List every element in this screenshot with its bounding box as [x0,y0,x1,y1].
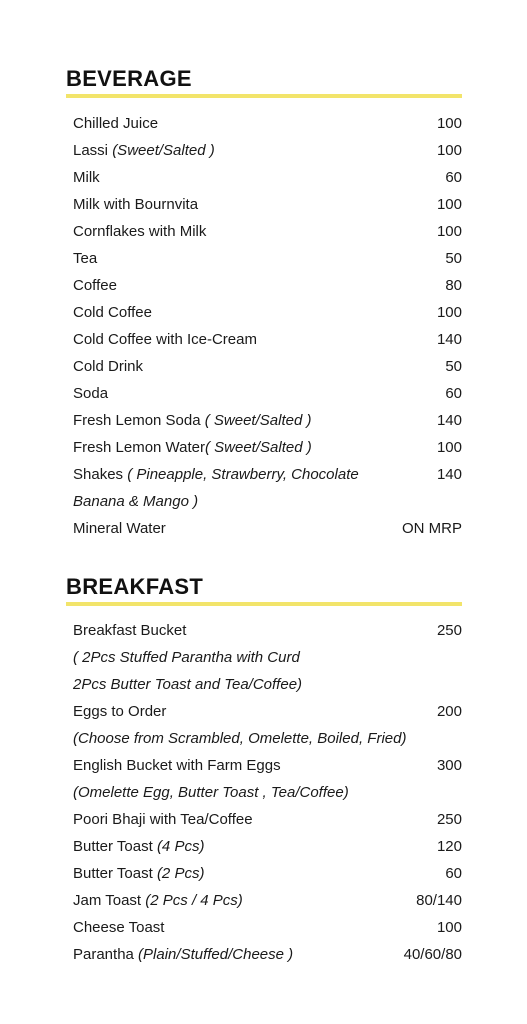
menu-item-name: Milk [73,169,100,186]
menu-item-price: 100 [436,142,462,159]
menu-item-label [73,326,257,353]
beverage-section [66,66,462,98]
menu-item [73,860,462,887]
menu-item [73,698,462,725]
menu-item-name: Jam Toast [73,892,146,909]
menu-item-note: Banana & Mango ) [73,493,199,510]
menu-item [73,887,462,914]
menu-item [73,191,462,218]
menu-item-name: Parantha [73,946,139,963]
menu-item-name: Tea [73,250,98,267]
menu-item [73,461,462,488]
menu-item-price: 100 [436,115,462,132]
menu-item-note: (2 Pcs) [156,865,205,882]
menu-item-name: Soda [73,385,109,402]
menu-item-description [73,644,462,671]
menu-item-label [73,380,108,407]
menu-item-name: Poori Bhaji with Tea/Coffee [73,811,253,828]
menu-rows [73,110,462,542]
menu-item-note: ( Sweet/Salted ) [204,412,312,429]
menu-item-label [73,644,300,671]
menu-item [73,218,462,245]
breakfast-list [66,617,462,973]
menu-item-label [73,779,349,806]
menu-item-label [73,698,166,725]
menu-item [73,245,462,272]
menu-item-label [73,299,152,326]
menu-item-name: English Bucket with Farm Eggs [73,757,281,774]
menu-item [73,326,462,353]
menu-item-label [73,941,293,968]
menu-item-label [73,137,215,164]
menu-item-label [73,191,198,218]
menu-item-price: 100 [436,304,462,321]
menu-item-note: (Omelette Egg, Butter Toast , Tea/Coffee) [73,784,349,801]
beverage-list [66,110,462,545]
menu-item-price: 100 [436,439,462,456]
menu-item-price: 200 [436,703,462,720]
menu-item-note: (Plain/Stuffed/Cheese ) [138,946,294,963]
menu-item-name: Butter Toast [73,838,157,855]
menu-item-label [73,806,253,833]
menu-item-label [73,434,312,461]
menu-item-label [73,887,243,914]
menu-item-price: 60 [445,865,462,882]
menu-item-note: ( 2Pcs Stuffed Parantha with Curd [73,649,300,666]
menu-item [73,137,462,164]
menu-item [73,434,462,461]
menu-item-label [73,353,143,380]
menu-item-label [73,725,406,752]
section-divider [66,94,462,98]
menu-item-price: ON MRP [402,520,462,537]
menu-item-name: Cold Coffee [73,304,152,321]
menu-item [73,299,462,326]
menu-item-price: 50 [445,358,462,375]
menu-item-description [73,725,462,752]
menu-item-name: Chilled Juice [73,115,159,132]
menu-item [73,380,462,407]
menu-item-price: 140 [436,412,462,429]
menu-rows [73,617,462,968]
menu-item-price: 100 [436,196,462,213]
menu-item-label [73,461,359,488]
menu-item-name: Cornflakes with Milk [73,223,207,240]
menu-item-price: 100 [436,223,462,240]
menu-item [73,110,462,137]
menu-item [73,515,462,542]
menu-item-name: Mineral Water [73,520,166,537]
menu-item-price: 80 [445,277,462,294]
menu-item-name: Butter Toast [73,865,157,882]
menu-item-note: ( Pineapple, Strawberry, Chocolate [127,466,359,483]
menu-item-price: 60 [445,385,462,402]
menu-item-label [73,272,117,299]
breakfast-section [66,574,462,606]
section-title: BREAKFAST [66,574,204,599]
menu-item-label [73,218,206,245]
section-divider [66,602,462,606]
menu-item-label [73,245,97,272]
menu-item-price: 300 [436,757,462,774]
menu-item [73,941,462,968]
menu-item-label [73,164,100,191]
menu-item-label [73,833,204,860]
menu-item [73,752,462,779]
menu-item [73,806,462,833]
menu-item-note: (4 Pcs) [156,838,205,855]
menu-item-label [73,860,204,887]
menu-item-name: Lassi [73,142,113,159]
menu-item-name: Fresh Lemon Soda [73,412,205,429]
menu-item-label [73,407,311,434]
section-title: BEVERAGE [66,66,192,91]
menu-item-name: Cold Drink [73,358,144,375]
menu-item [73,617,462,644]
menu-item [73,833,462,860]
menu-item-price: 60 [445,169,462,186]
menu-item-price: 140 [436,331,462,348]
menu-item-note: (2 Pcs / 4 Pcs) [145,892,243,909]
menu-item-description [73,779,462,806]
menu-item [73,164,462,191]
menu-item-description [73,488,462,515]
menu-item-name: Coffee [73,277,117,294]
menu-item-name: Breakfast Bucket [73,622,187,639]
menu-item-price: 250 [436,811,462,828]
menu-item-label [73,110,158,137]
menu-item-note: (Sweet/Salted ) [112,142,215,159]
menu-item [73,914,462,941]
menu-item-price: 120 [436,838,462,855]
menu-item-price: 100 [436,919,462,936]
menu-item-price: 250 [436,622,462,639]
menu-item-description [73,671,462,698]
menu-item-name: Cold Coffee with Ice-Cream [73,331,257,348]
menu-item [73,272,462,299]
menu-item-name: Eggs to Order [73,703,167,720]
menu-item-label [73,752,281,779]
menu-item-label [73,914,164,941]
menu-item [73,407,462,434]
menu-item-name: Fresh Lemon Water [73,439,205,456]
menu-item-name: Milk with Bournvita [73,196,199,213]
menu-item-name: Shakes [73,466,128,483]
menu-item-note: ( Sweet/Salted ) [205,439,312,456]
menu-item-price: 140 [436,466,462,483]
menu-item-price: 50 [445,250,462,267]
menu-item-label [73,617,186,644]
menu-item [73,353,462,380]
menu-item-label [73,488,198,515]
menu-item-note: (Choose from Scrambled, Omelette, Boiled, Fried) [73,730,407,747]
menu-item-price: 80/140 [416,892,462,909]
menu-item-label [73,515,166,542]
menu-item-price: 40/60/80 [403,946,462,963]
menu-item-name: Cheese Toast [73,919,165,936]
menu-item-note: 2Pcs Butter Toast and Tea/Coffee) [73,676,303,693]
menu-item-label [73,671,302,698]
